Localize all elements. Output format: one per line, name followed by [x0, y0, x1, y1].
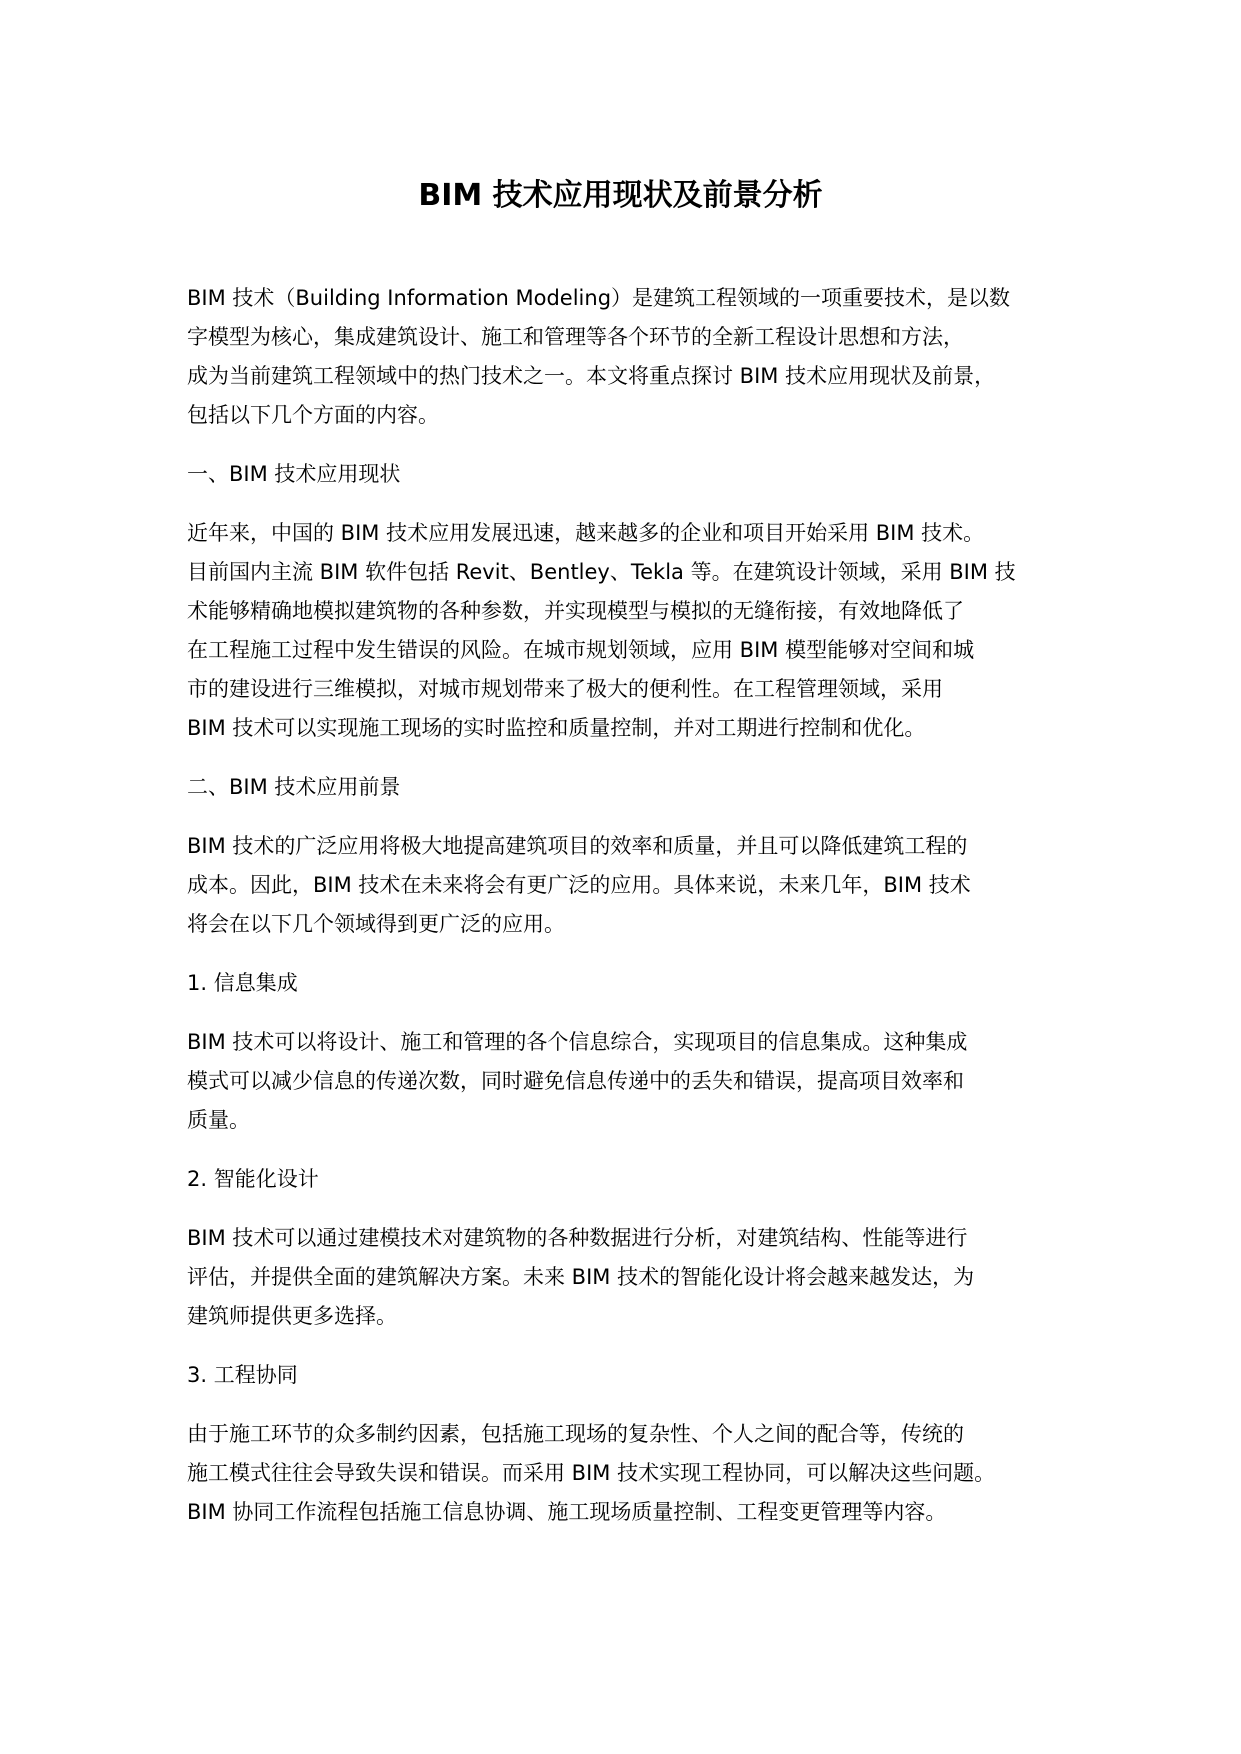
paragraph-line: BIM 技术的广泛应用将极大地提高建筑项目的效率和质量，并且可以降低建筑工程的: [187, 834, 968, 858]
paragraph-line: 评估，并提供全面的建筑解决方案。未来 BIM 技术的智能化设计将会越来越发达，为: [187, 1265, 975, 1289]
intro-line: BIM 技术（Building Information Modeling）是建筑工程领域的一项重要技术，是以数: [187, 286, 1011, 310]
paragraph-line: 质量。: [187, 1108, 250, 1132]
paragraph-line: 模式可以减少信息的传递次数，同时避免信息传递中的丢失和错误，提高项目效率和: [187, 1069, 964, 1093]
paragraph-line: 建筑师提供更多选择。: [187, 1304, 397, 1328]
item-heading: 3. 工程协同: [187, 1363, 298, 1387]
intro-line: 字模型为核心，集成建筑设计、施工和管理等各个环节的全新工程设计思想和方法，: [187, 325, 964, 349]
paragraph-line: 施工模式往往会导致失误和错误。而采用 BIM 技术实现工程协同，可以解决这些问题。: [187, 1461, 996, 1485]
intro-line: 包括以下几个方面的内容。: [187, 403, 439, 427]
paragraph-line: 由于施工环节的众多制约因素，包括施工现场的复杂性、个人之间的配合等，传统的: [187, 1422, 964, 1446]
paragraph-line: 成本。因此，BIM 技术在未来将会有更广泛的应用。具体来说，未来几年，BIM 技术: [187, 873, 971, 897]
document-title: BIM 技术应用现状及前景分析: [418, 178, 823, 213]
section-heading: 二、BIM 技术应用前景: [187, 775, 401, 799]
paragraph-line: 市的建设进行三维模拟，对城市规划带来了极大的便利性。在工程管理领域，采用: [187, 677, 943, 701]
item-heading: 1. 信息集成: [187, 971, 298, 995]
section-heading: 一、BIM 技术应用现状: [187, 462, 401, 486]
intro-line: 成为当前建筑工程领域中的热门技术之一。本文将重点探讨 BIM 技术应用现状及前景，: [187, 364, 996, 388]
paragraph-line: BIM 协同工作流程包括施工信息协调、施工现场质量控制、工程变更管理等内容。: [187, 1500, 947, 1524]
item-heading: 2. 智能化设计: [187, 1167, 319, 1191]
paragraph-line: 术能够精确地模拟建筑物的各种参数，并实现模型与模拟的无缝衔接，有效地降低了: [187, 599, 964, 623]
paragraph-line: BIM 技术可以实现施工现场的实时监控和质量控制，并对工期进行控制和优化。: [187, 716, 926, 740]
paragraph-line: BIM 技术可以将设计、施工和管理的各个信息综合，实现项目的信息集成。这种集成: [187, 1030, 968, 1054]
paragraph-line: 目前国内主流 BIM 软件包括 Revit、Bentley、Tekla 等。在建筑设计领域，采用 BIM 技: [187, 560, 1016, 584]
paragraph-line: 在工程施工过程中发生错误的风险。在城市规划领域，应用 BIM 模型能够对空间和城: [187, 638, 975, 662]
paragraph-line: BIM 技术可以通过建模技术对建筑物的各种数据进行分析，对建筑结构、性能等进行: [187, 1226, 968, 1250]
paragraph-line: 近年来，中国的 BIM 技术应用发展迅速，越来越多的企业和项目开始采用 BIM 技术。: [187, 521, 985, 545]
paragraph-line: 将会在以下几个领域得到更广泛的应用。: [187, 912, 565, 936]
